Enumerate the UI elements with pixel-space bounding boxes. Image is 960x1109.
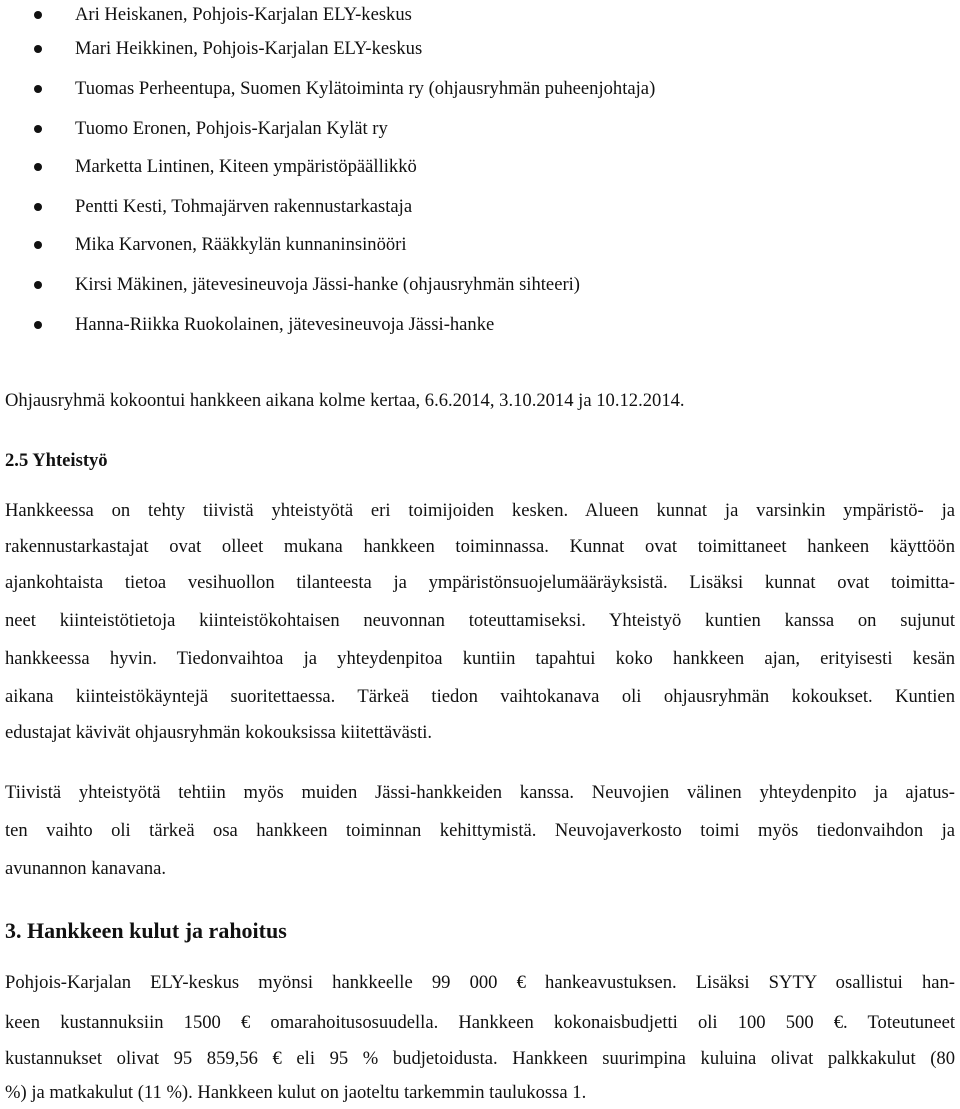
bullet-icon [34, 281, 42, 289]
list-item [0, 192, 960, 222]
member-name: Marketta Lintinen, Kiteen ympäristöpäällikkö [75, 156, 417, 177]
member-name: Hanna-Riikka Ruokolainen, jätevesineuvoja Jässi-hanke [75, 314, 495, 335]
list-item [0, 74, 960, 104]
paragraph-line: avunannon kanavana. [5, 858, 167, 879]
member-name: Pentti Kesti, Tohmajärven rakennustarkastaja [75, 196, 413, 217]
member-name: Ari Heiskanen, Pohjois-Karjalan ELY-keskus [75, 4, 412, 25]
member-name: Tuomas Perheentupa, Suomen Kylätoiminta ry (ohjausryhmän puheenjohtaja) [75, 78, 656, 99]
bullet-icon [34, 45, 42, 53]
bullet-icon [34, 11, 42, 19]
list-item [0, 34, 960, 64]
paragraph-line: %) ja matkakulut (11 %). Hankkeen kulut on jaoteltu tarkemmin taulukossa 1. [5, 1082, 587, 1103]
bullet-icon [34, 241, 42, 249]
list-item [0, 270, 960, 300]
list-item [0, 230, 960, 260]
member-name: Tuomo Eronen, Pohjois-Karjalan Kylät ry [75, 118, 388, 139]
bullet-icon [34, 203, 42, 211]
paragraph-line: Tiivistä yhteistyötä tehtiin myös muiden Jässi-hankkeiden kanssa. Neuvojien välinen yhteydenpito ja ajatus- [5, 782, 955, 803]
member-name: Kirsi Mäkinen, jätevesineuvoja Jässi-hanke (ohjausryhmän sihteeri) [75, 274, 580, 295]
member-name: Mari Heikkinen, Pohjois-Karjalan ELY-keskus [75, 38, 423, 59]
paragraph-line: ten vaihto oli tärkeä osa hankkeen toiminnan kehittymistä. Neuvojaverkosto toimi myös tiedonvaihdon ja [5, 820, 955, 841]
list-item [0, 152, 960, 182]
bullet-icon [34, 163, 42, 171]
paragraph-line: rakennustarkastajat ovat olleet mukana hankkeen toiminnassa. Kunnat ovat toimittaneet hankeen käyttöön [5, 536, 955, 557]
paragraph-line: aikana kiinteistökäyntejä suoritettaessa. Tärkeä tiedon vaihtokanava oli ohjausryhmän kokoukset. Kuntien [5, 686, 955, 707]
bullet-icon [34, 125, 42, 133]
list-item [0, 114, 960, 144]
paragraph-line: kustannukset olivat 95 859,56 € eli 95 % budjetoidusta. Hankkeen suurimpina kuluina olivat palkkakulut (80 [5, 1048, 955, 1069]
list-item [0, 0, 960, 30]
section-heading-2-5: 2.5 Yhteistyö [5, 450, 108, 471]
list-item [0, 310, 960, 340]
bullet-icon [34, 85, 42, 93]
paragraph-line: Hankkeessa on tehty tiivistä yhteistyötä eri toimijoiden kesken. Alueen kunnat ja varsinkin ympäristö- ja [5, 500, 955, 521]
paragraph-line: ajankohtaista tietoa vesihuollon tilanteesta ja ympäristönsuojelumääräyksistä. Lisäksi kunnat ovat toimitta- [5, 572, 955, 593]
member-name: Mika Karvonen, Rääkkylän kunnaninsinööri [75, 234, 407, 255]
paragraph-line: Pohjois-Karjalan ELY-keskus myönsi hankkeelle 99 000 € hankeavustuksen. Lisäksi SYTY osallistui han- [5, 972, 955, 993]
section-heading-3: 3. Hankkeen kulut ja rahoitus [5, 918, 287, 943]
paragraph-line: neet kiinteistötietoja kiinteistökohtaisen neuvonnan toteuttamiseksi. Yhteistyö kuntien kanssa on sujunut [5, 610, 955, 631]
meetings-paragraph: Ohjausryhmä kokoontui hankkeen aikana kolme kertaa, 6.6.2014, 3.10.2014 ja 10.12.2014. [5, 390, 685, 411]
paragraph-line: edustajat kävivät ohjausryhmän kokouksissa kiitettävästi. [5, 722, 433, 743]
paragraph-line: keen kustannuksiin 1500 € omarahoitusosuudella. Hankkeen kokonaisbudjetti oli 100 500 €. Toteutuneet [5, 1012, 955, 1033]
bullet-icon [34, 321, 42, 329]
paragraph-line: hankkeessa hyvin. Tiedonvaihtoa ja yhteydenpitoa kuntiin tapahtui koko hankkeen ajan, erityisesti kesän [5, 648, 955, 669]
